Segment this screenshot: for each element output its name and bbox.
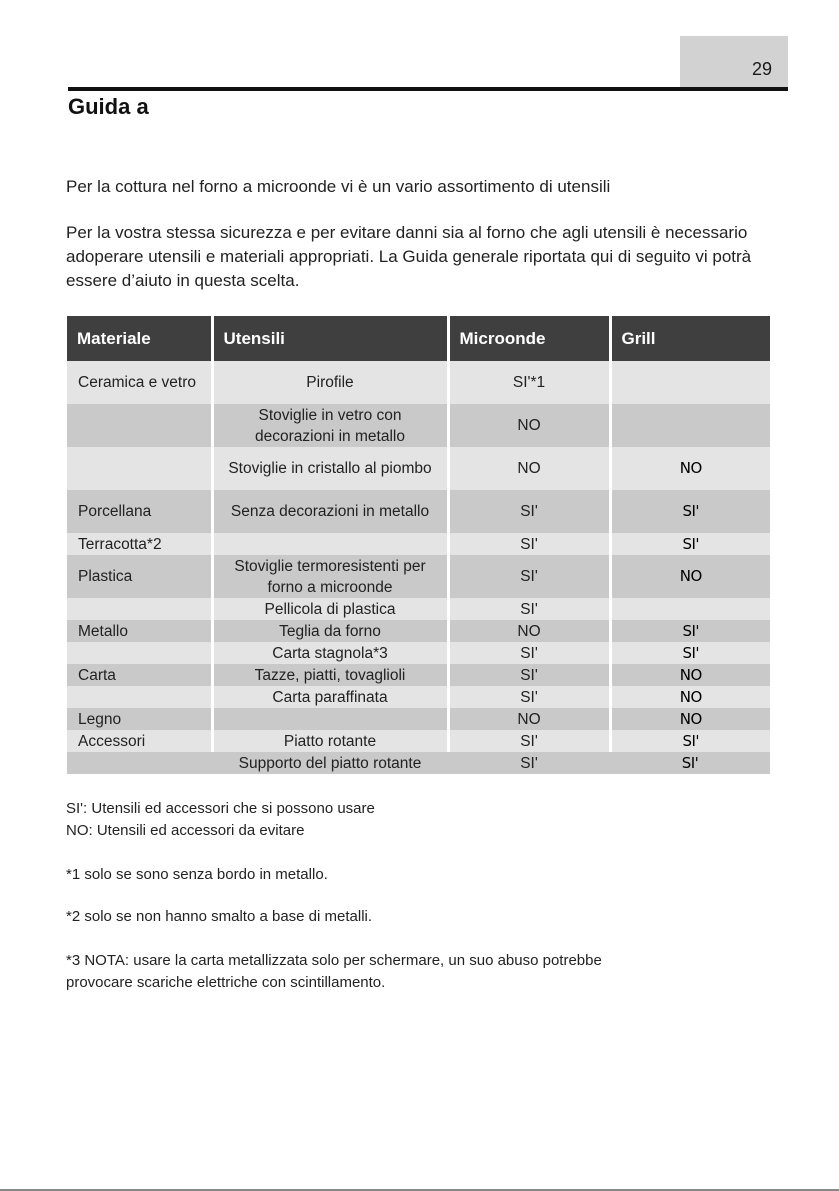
- page-number-box: [680, 36, 788, 88]
- cell-utensili: Pellicola di plastica: [212, 598, 448, 620]
- cell-utensili: Piatto rotante: [212, 730, 448, 752]
- table-row: [67, 642, 770, 664]
- cell-grill: SI': [610, 620, 770, 642]
- cell-microonde: NO: [448, 404, 610, 447]
- cell-microonde: SI': [448, 664, 610, 686]
- cell-microonde: SI'*1: [448, 361, 610, 404]
- cell-materiale: Accessori: [67, 730, 212, 752]
- cell-microonde: NO: [448, 447, 610, 490]
- cell-materiale: [67, 598, 212, 620]
- cell-microonde: SI': [448, 533, 610, 555]
- table-row: [67, 730, 770, 752]
- header-microonde: Microonde: [448, 316, 610, 361]
- table-row: [67, 664, 770, 686]
- cell-microonde: SI': [448, 752, 610, 774]
- table-row: [67, 598, 770, 620]
- table-row: [67, 361, 770, 404]
- legend-si: SI': Utensili ed accessori che si possono usare: [66, 800, 375, 817]
- cell-grill: NO: [610, 555, 770, 598]
- cell-materiale: [67, 752, 212, 774]
- cell-materiale: [67, 404, 212, 447]
- cell-utensili: Teglia da forno: [212, 620, 448, 642]
- cell-utensili: Stoviglie termoresistenti per forno a microonde: [212, 555, 448, 598]
- cell-materiale: [67, 686, 212, 708]
- table-row: [67, 533, 770, 555]
- cell-grill: SI': [610, 752, 770, 774]
- cell-utensili: Senza decorazioni in metallo: [212, 490, 448, 533]
- cell-utensili: Carta paraffinata: [212, 686, 448, 708]
- footnote-3: *3 NOTA: usare la carta metallizzata solo per schermare, un suo abuso potrebbe: [66, 952, 602, 969]
- page-title: Guida a: [68, 94, 149, 119]
- cell-microonde: NO: [448, 620, 610, 642]
- cell-materiale: Porcellana: [67, 490, 212, 533]
- table-row: [67, 447, 770, 490]
- utensil-guide-table: [67, 316, 770, 774]
- table-row: [67, 686, 770, 708]
- cell-grill: SI': [610, 533, 770, 555]
- cell-microonde: SI': [448, 642, 610, 664]
- table-row: [67, 620, 770, 642]
- intro-paragraph-1: Per la cottura nel forno a microonde vi è un vario assortimento di utensili: [66, 177, 611, 196]
- cell-grill: NO: [610, 664, 770, 686]
- table-row: [67, 752, 770, 774]
- cell-utensili: Carta stagnola*3: [212, 642, 448, 664]
- table-row: [67, 555, 770, 598]
- cell-grill: [610, 598, 770, 620]
- cell-utensili: [212, 708, 448, 730]
- table-row: [67, 490, 770, 533]
- cell-grill: [610, 361, 770, 404]
- cell-grill: NO: [610, 708, 770, 730]
- header-rule: [68, 87, 788, 91]
- header-utensili: Utensili: [212, 316, 448, 361]
- intro-paragraph-2: Per la vostra stessa sicurezza e per evitare danni sia al forno che agli utensili è necessario adoperare utensili e materiali appropriati. La Guida generale riportata qui di seguito vi potrà essere d’aiuto in questa scelta.: [66, 223, 752, 290]
- cell-grill: NO: [610, 447, 770, 490]
- cell-microonde: SI': [448, 686, 610, 708]
- cell-materiale: Ceramica e vetro: [67, 361, 212, 404]
- header-materiale: Materiale: [67, 316, 212, 361]
- cell-grill: [610, 404, 770, 447]
- cell-utensili: Stoviglie in cristallo al piombo: [212, 447, 448, 490]
- cell-materiale: Terracotta*2: [67, 533, 212, 555]
- footnote-2: *2 solo se non hanno smalto a base di metalli.: [66, 908, 373, 925]
- cell-grill: NO: [610, 686, 770, 708]
- footnote-1: *1 solo se sono senza bordo in metallo.: [66, 866, 328, 883]
- cell-utensili: Tazze, piatti, tovaglioli: [212, 664, 448, 686]
- legend-no: NO: Utensili ed accessori da evitare: [66, 822, 305, 839]
- cell-grill: SI': [610, 490, 770, 533]
- table-row: [67, 404, 770, 447]
- cell-materiale: Legno: [67, 708, 212, 730]
- cell-microonde: NO: [448, 708, 610, 730]
- cell-utensili: Supporto del piatto rotante: [212, 752, 448, 774]
- cell-utensili: Pirofile: [212, 361, 448, 404]
- cell-materiale: Metallo: [67, 620, 212, 642]
- cell-grill: SI': [610, 642, 770, 664]
- cell-materiale: [67, 642, 212, 664]
- table-header-row: [67, 316, 770, 361]
- header-grill: Grill: [610, 316, 770, 361]
- cell-microonde: SI': [448, 730, 610, 752]
- cell-utensili: [212, 533, 448, 555]
- cell-microonde: SI': [448, 598, 610, 620]
- footnote-3-continued: provocare scariche elettriche con scintillamento.: [66, 974, 386, 991]
- cell-materiale: Plastica: [67, 555, 212, 598]
- cell-utensili: Stoviglie in vetro con decorazioni in metallo: [212, 404, 448, 447]
- cell-microonde: SI': [448, 490, 610, 533]
- cell-grill: SI': [610, 730, 770, 752]
- cell-microonde: SI': [448, 555, 610, 598]
- page-number: 29: [751, 59, 772, 79]
- cell-materiale: Carta: [67, 664, 212, 686]
- cell-materiale: [67, 447, 212, 490]
- table-row: [67, 708, 770, 730]
